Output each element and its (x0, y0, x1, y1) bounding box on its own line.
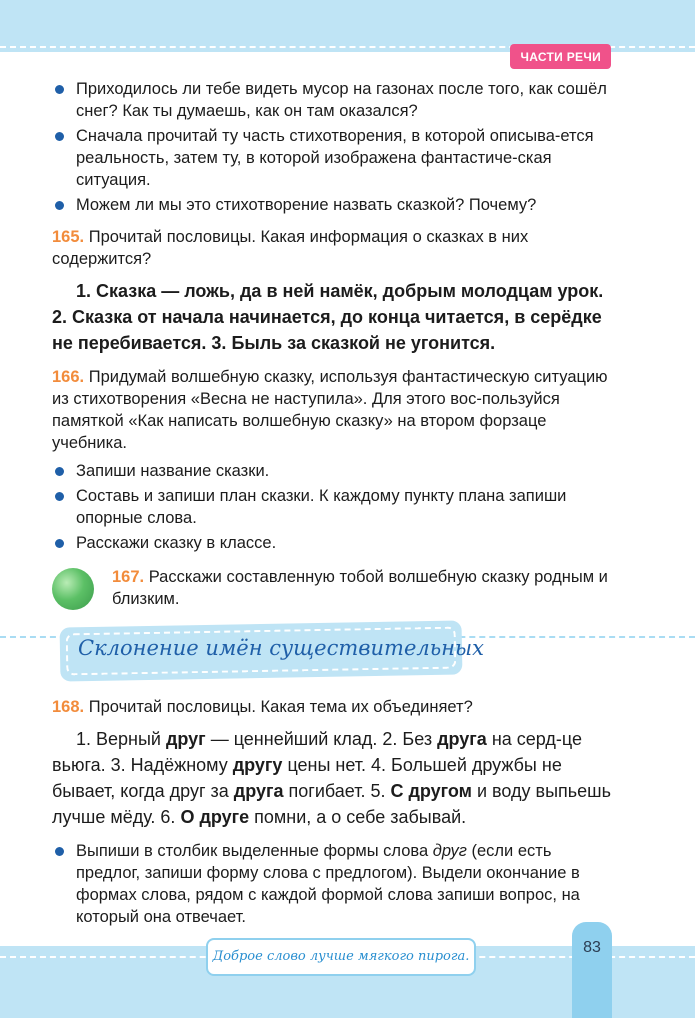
page-number-tab (572, 922, 612, 1018)
task-text: Прочитай пословицы. Какая тема их объединяет? (88, 698, 473, 716)
task-165 (52, 226, 617, 270)
highlighted-word: друга (437, 729, 487, 749)
list-item: Сначала прочитай ту часть стихотворения, в которой описыва-ется реальность, затем ту, в которой изображена фантастиче-ская ситуация. (52, 125, 617, 191)
highlighted-word: друг (165, 729, 206, 749)
top-bullet-list (52, 78, 617, 216)
upper-content (52, 78, 617, 610)
task-text: Прочитай пословицы. Какая информация о сказках в них содержится? (52, 228, 529, 268)
list-item: Приходилось ли тебе видеть мусор на газонах после того, как сошёл снег? Как ты думаешь, как он там оказался? (52, 78, 617, 122)
bullet-icon (55, 539, 64, 548)
highlighted-word: друга (233, 781, 284, 801)
task-number: 167. (112, 568, 145, 586)
highlighted-word: С другом (390, 781, 472, 801)
bullet-icon (55, 85, 64, 94)
bullet-icon (55, 492, 64, 501)
proverbs-165: 1. Сказка — ложь, да в ней намёк, добрым молодцам урок. 2. Сказка от начала начинается, до конца читается, в серёдке не перебивается. 3. Быль за сказкой не угонится. (52, 281, 604, 353)
highlighted-word: другу (232, 755, 283, 775)
task-number: 166. (52, 368, 85, 386)
highlighted-word: О друге (180, 807, 250, 827)
green-ball-icon (52, 568, 94, 610)
lower-content (52, 686, 617, 931)
list-item: Запиши название сказки. (52, 460, 617, 482)
proverbs-168: 1. Верный друг — ценнейший клад. 2. Без друга на серд-це вьюга. 3. Надёжному другу цены нет. 4. Большей дружбы не бывает, когда друг за друга погибает. 5. С другом и воду выпьешь лучше мёду. 6. О друге помни, а о себе забывай. (52, 729, 611, 827)
task-text: Придумай волшебную сказку, используя фантастическую ситуацию из стихотворения «Весна не наступила». Для этого вос-пользуйся памяткой «Как написать волшебную сказку» на втором форзаце учебника. (52, 368, 608, 452)
bullet-icon (55, 201, 64, 210)
bullet-icon (55, 132, 64, 141)
task-166 (52, 366, 617, 454)
list-item: Расскажи сказку в классе. (52, 532, 617, 554)
page-number: 83 (583, 939, 601, 956)
task-168 (52, 696, 617, 718)
footer-motto: Доброе слово лучше мягкого пирога. (206, 938, 476, 976)
task-168-bullets (52, 840, 617, 928)
task-number: 168. (52, 698, 85, 716)
bullet-icon (55, 467, 64, 476)
section-tag: ЧАСТИ РЕЧИ (510, 44, 611, 69)
task-text: Расскажи составленную тобой волшебную сказку родным и близким. (112, 568, 608, 608)
list-item: Можем ли мы это стихотворение назвать сказкой? Почему? (52, 194, 617, 216)
section-heading: Склонение имён существительных (78, 636, 484, 660)
list-item: Выпиши в столбик выделенные формы слова друг (если есть предлог, запиши форму слова с предлогом). Выдели окончание в формах слова, рядом с каждой формой слова запиши вопрос, на который она отвечает. (52, 840, 617, 928)
bullet-icon (55, 847, 64, 856)
list-item: Составь и запиши план сказки. К каждому пункту плана запиши опорные слова. (52, 485, 617, 529)
task-number: 165. (52, 228, 85, 246)
task-166-bullets (52, 460, 617, 554)
task-167 (52, 566, 617, 610)
